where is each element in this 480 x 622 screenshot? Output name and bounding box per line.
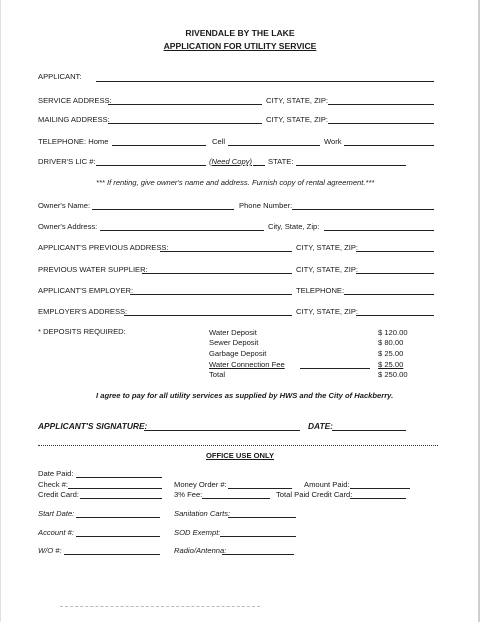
office-divider xyxy=(38,445,438,446)
cell-field[interactable] xyxy=(228,145,320,146)
deposit-total-amount: $ 250.00 xyxy=(378,370,408,379)
deposit-amount: $ 120.00 xyxy=(378,328,408,337)
date-paid-label: Date Paid: xyxy=(38,469,74,478)
money-order-field[interactable] xyxy=(228,488,292,489)
check-label: Check #: xyxy=(38,480,68,489)
wo-label: W/O #: xyxy=(38,546,62,555)
deposit-name: Garbage Deposit xyxy=(209,349,267,358)
need-copy-note: (Need Copy) xyxy=(209,157,253,166)
amount-paid-label: Amount Paid: xyxy=(304,480,350,489)
wo-field[interactable] xyxy=(64,554,160,555)
owners-name-label: Owner's Name: xyxy=(38,201,91,210)
drivers-lic-label: DRIVER'S LIC #: xyxy=(38,157,96,166)
deposit-amount: $ 25.00 xyxy=(378,360,404,369)
service-address-label: SERVICE ADDRESS: xyxy=(38,96,112,105)
signature-date-field[interactable] xyxy=(332,430,406,431)
prev-city-label: CITY, STATE, ZIP: xyxy=(296,243,359,252)
employer-city-field[interactable] xyxy=(356,315,434,316)
owner-city-label: City, State, Zip: xyxy=(268,222,320,231)
applicant-field[interactable] xyxy=(96,81,434,82)
agreement-text: I agree to pay for all utility services as supplied by HWS and the City of Hackberry. xyxy=(96,391,394,400)
signature-label: APPLICANT'S SIGNATURE: xyxy=(38,421,148,431)
owners-address-field[interactable] xyxy=(100,230,264,231)
sanitation-carts-label: Sanitation Carts: xyxy=(174,509,231,518)
prev-water-label: PREVIOUS WATER SUPPLIER: xyxy=(38,265,148,274)
fee-field[interactable] xyxy=(202,498,270,499)
connection-fee-underline xyxy=(300,368,370,369)
deposit-amount: $ 80.00 xyxy=(378,338,404,347)
account-field[interactable] xyxy=(76,536,160,537)
prev-address-field[interactable] xyxy=(160,251,292,252)
org-name: RIVENDALE BY THE LAKE xyxy=(185,28,295,38)
service-city-field[interactable] xyxy=(328,104,434,105)
credit-card-field[interactable] xyxy=(80,498,162,499)
applicant-label: APPLICANT: xyxy=(38,72,82,81)
prev-water-city-field[interactable] xyxy=(356,273,434,274)
deposit-total-label: Total xyxy=(209,370,226,379)
date-paid-field[interactable] xyxy=(76,477,162,478)
sanitation-carts-field[interactable] xyxy=(228,517,296,518)
employer-telephone-label: TELEPHONE: xyxy=(296,286,345,295)
deposit-amount: $ 25.00 xyxy=(378,349,404,358)
deposit-name: Water Connection Fee xyxy=(209,360,285,369)
owners-name-field[interactable] xyxy=(92,209,234,210)
lic-state-label: STATE: xyxy=(268,157,294,166)
radio-antenna-label: Radio/Antenna: xyxy=(174,546,227,555)
deposit-name: Sewer Deposit xyxy=(209,338,259,347)
deposits-required-label: * DEPOSITS REQUIRED: xyxy=(38,327,126,336)
employer-address-label: EMPLOYER'S ADDRESS: xyxy=(38,307,128,316)
radio-antenna-field[interactable] xyxy=(222,554,294,555)
employer-label: APPLICANT'S EMPLOYER: xyxy=(38,286,134,295)
mailing-city-label: CITY, STATE, ZIP: xyxy=(266,115,329,124)
cell-label: Cell xyxy=(212,137,226,146)
employer-field[interactable] xyxy=(130,294,292,295)
total-paid-cc-label: Total Paid Credit Card: xyxy=(276,490,353,499)
telephone-home-label: TELEPHONE: Home xyxy=(38,137,109,146)
prev-city-field[interactable] xyxy=(356,251,434,252)
office-use-heading: OFFICE USE ONLY xyxy=(205,451,275,460)
signature-field[interactable] xyxy=(144,430,300,431)
start-date-label: Start Date: xyxy=(38,509,75,518)
deposit-name: Water Deposit xyxy=(209,328,257,337)
form-title: APPLICATION FOR UTILITY SERVICE xyxy=(163,41,317,51)
owner-phone-label: Phone Number: xyxy=(239,201,293,210)
prev-address-label: APPLICANT'S PREVIOUS ADDRESS: xyxy=(38,243,169,252)
credit-card-label: Credit Card: xyxy=(38,490,79,499)
prev-water-field[interactable] xyxy=(142,273,292,274)
employer-city-label: CITY, STATE, ZIP: xyxy=(296,307,359,316)
faint-footer-rule xyxy=(60,606,260,607)
lic-state-field[interactable] xyxy=(296,165,406,166)
total-paid-cc-field[interactable] xyxy=(350,498,406,499)
signature-date-label: DATE: xyxy=(308,421,333,431)
check-field[interactable] xyxy=(68,488,162,489)
employer-address-field[interactable] xyxy=(124,315,292,316)
owner-city-field[interactable] xyxy=(324,230,434,231)
owners-address-label: Owner's Address: xyxy=(38,222,98,231)
amount-paid-field[interactable] xyxy=(350,488,410,489)
prev-water-city-label: CITY, STATE, ZIP: xyxy=(296,265,359,274)
sod-exempt-label: SOD Exempt: xyxy=(174,528,221,537)
money-order-label: Money Order #: xyxy=(174,480,227,489)
owner-phone-field[interactable] xyxy=(292,209,434,210)
mailing-address-field[interactable] xyxy=(108,123,262,124)
service-address-field[interactable] xyxy=(108,104,262,105)
work-field[interactable] xyxy=(344,145,434,146)
mailing-address-label: MAILING ADDRESS: xyxy=(38,115,110,124)
fee-label: 3% Fee: xyxy=(174,490,203,499)
mailing-city-field[interactable] xyxy=(328,123,434,124)
drivers-lic-field[interactable] xyxy=(96,165,206,166)
need-copy-underline xyxy=(253,165,265,166)
renting-note: *** If renting, give owner's name and address. Furnish copy of rental agreement.*** xyxy=(96,178,375,187)
page-edge-left xyxy=(0,0,1,622)
telephone-home-field[interactable] xyxy=(112,145,206,146)
employer-telephone-field[interactable] xyxy=(344,294,434,295)
service-city-label: CITY, STATE, ZIP: xyxy=(266,96,329,105)
sod-exempt-field[interactable] xyxy=(220,536,296,537)
start-date-field[interactable] xyxy=(76,517,160,518)
work-label: Work xyxy=(324,137,342,146)
account-label: Account #: xyxy=(38,528,74,537)
